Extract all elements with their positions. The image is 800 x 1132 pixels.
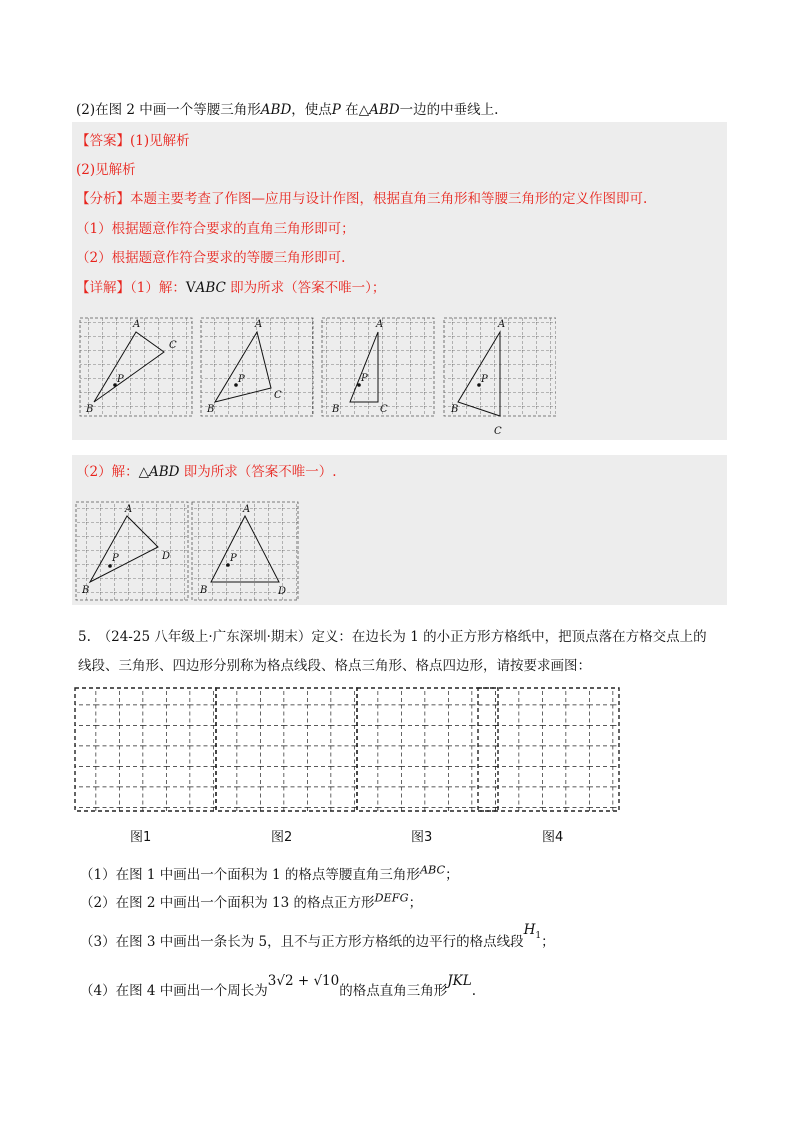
analysis: 【分析】本题主要考查了作图—应用与设计作图，根据直角三角形和等腰三角形的定义作图即可. bbox=[76, 191, 648, 207]
label-c: C bbox=[380, 404, 388, 415]
sub2-post: ； bbox=[408, 895, 423, 911]
grid-fig-2a bbox=[76, 502, 188, 600]
sub4-expr: 3√2 + √10 bbox=[267, 973, 340, 989]
q2-prefix: (2)在图 2 中画一个等腰三角形 bbox=[76, 102, 261, 118]
detail-line-2 bbox=[76, 460, 337, 480]
caption-figure-1: 图1 bbox=[130, 830, 152, 845]
sub4-var: JKL bbox=[447, 973, 472, 989]
q2-mid: ，使点 bbox=[291, 102, 332, 118]
label-b: B bbox=[82, 585, 90, 596]
sub2-var: DEFG bbox=[374, 891, 409, 905]
answer-figures-2 bbox=[72, 494, 302, 602]
grid-figure-3 bbox=[357, 688, 498, 811]
sub2-text: （2）在图 2 中画出一个面积为 13 的格点正方形 bbox=[80, 895, 375, 911]
question-2-line bbox=[76, 98, 498, 118]
grid-fig-1d bbox=[444, 318, 556, 437]
sub-question-2 bbox=[80, 891, 422, 911]
label-p: P bbox=[117, 374, 124, 385]
q2-suffix: 一边的中垂线上. bbox=[399, 102, 499, 118]
q2-var-p: P bbox=[331, 102, 341, 118]
detail-1-sym: V bbox=[185, 280, 196, 296]
sub1-text: （1）在图 1 中画出一个面积为 1 的格点等腰直角三角形 bbox=[80, 867, 420, 883]
label-p: P bbox=[230, 553, 237, 564]
grid-fig-1c bbox=[322, 318, 434, 416]
caption-figure-3: 图3 bbox=[411, 830, 433, 845]
sub1-var: ABC bbox=[419, 863, 446, 877]
answer-2: (2)见解析 bbox=[76, 162, 136, 178]
label-b: B bbox=[200, 585, 208, 596]
detail-1-post: 即为所求（答案不唯一）； bbox=[225, 280, 386, 296]
label-p: P bbox=[238, 374, 245, 385]
label-a: A bbox=[376, 319, 384, 330]
detail-1-abc: ABC bbox=[195, 280, 226, 296]
label-c: C bbox=[169, 340, 177, 351]
label-a: A bbox=[125, 504, 133, 515]
sub-question-1 bbox=[80, 863, 459, 883]
answer-line bbox=[76, 129, 190, 149]
detail-1-pre: （1）解： bbox=[130, 280, 186, 296]
label-c: C bbox=[274, 390, 282, 401]
detail-line-1 bbox=[76, 276, 385, 296]
label-p: P bbox=[361, 373, 368, 384]
caption-figure-4: 图4 bbox=[542, 830, 564, 845]
sub-question-3 bbox=[80, 922, 555, 950]
label-d: D bbox=[278, 586, 287, 597]
sub1-post: ； bbox=[445, 867, 459, 883]
label-p: P bbox=[112, 553, 119, 564]
grid-figure-1 bbox=[75, 688, 216, 811]
sub3-subscript: 1 bbox=[535, 931, 542, 941]
triangle-symbol: △ bbox=[358, 102, 370, 118]
sub4-post: . bbox=[471, 983, 476, 999]
sub3-text: （3）在图 3 中画出一条长为 5，且不与正方形方格纸的边平行的格点线段 bbox=[80, 934, 524, 950]
q5-line-1: 5. （24-25 八年级上·广东深圳·期末）定义：在边长为 1 的小正方形方格纸中，把顶点落在方格交点上的 bbox=[78, 629, 707, 645]
answer-label: 【答案】 bbox=[76, 133, 130, 149]
grid-fig-1b bbox=[201, 318, 313, 416]
sub-question-4 bbox=[80, 973, 476, 999]
grid-fig-1a bbox=[80, 318, 192, 416]
sub4-text: （4）在图 4 中画出一个周长为 bbox=[80, 983, 268, 999]
sub4-mid: 的格点直角三角形 bbox=[339, 983, 448, 999]
label-b: B bbox=[332, 404, 340, 415]
detail-2-sym: △ bbox=[138, 464, 149, 480]
sub3-var: H bbox=[523, 922, 536, 938]
detail-label: 【详解】 bbox=[76, 280, 130, 296]
q5-grids bbox=[72, 684, 624, 814]
detail-2-pre: （2）解： bbox=[76, 464, 139, 480]
label-p: P bbox=[481, 374, 488, 385]
label-b: B bbox=[451, 404, 459, 415]
answer-1: (1)见解析 bbox=[130, 133, 190, 149]
detail-2-abd: ABD bbox=[148, 464, 180, 480]
label-b: B bbox=[86, 404, 94, 415]
q2-var-abd2: ABD bbox=[369, 102, 400, 118]
answer-figures-1 bbox=[74, 308, 556, 440]
label-a: A bbox=[498, 319, 506, 330]
label-a: A bbox=[133, 319, 141, 330]
label-d: D bbox=[162, 551, 171, 562]
q5-line-2: 线段、三角形、四边形分别称为格点线段、格点三角形、格点四边形，请按要求画图： bbox=[78, 658, 591, 674]
analysis-1: （1）根据题意作符合要求的直角三角形即可； bbox=[76, 221, 355, 237]
grid-figure-4 bbox=[478, 688, 619, 811]
analysis-2: （2）根据题意作符合要求的等腰三角形即可. bbox=[76, 250, 346, 266]
grid-figure-2 bbox=[216, 688, 357, 811]
label-a: A bbox=[255, 319, 263, 330]
sub3-post: ； bbox=[541, 934, 555, 950]
q2-in: 在 bbox=[340, 102, 359, 118]
label-c: C bbox=[494, 426, 502, 437]
q2-var-abd: ABD bbox=[260, 102, 292, 118]
label-b: B bbox=[207, 404, 215, 415]
caption-figure-2: 图2 bbox=[271, 830, 293, 845]
label-a: A bbox=[243, 504, 251, 515]
detail-2-post: 即为所求（答案不唯一）. bbox=[179, 464, 337, 480]
grid-fig-2b bbox=[192, 502, 298, 600]
